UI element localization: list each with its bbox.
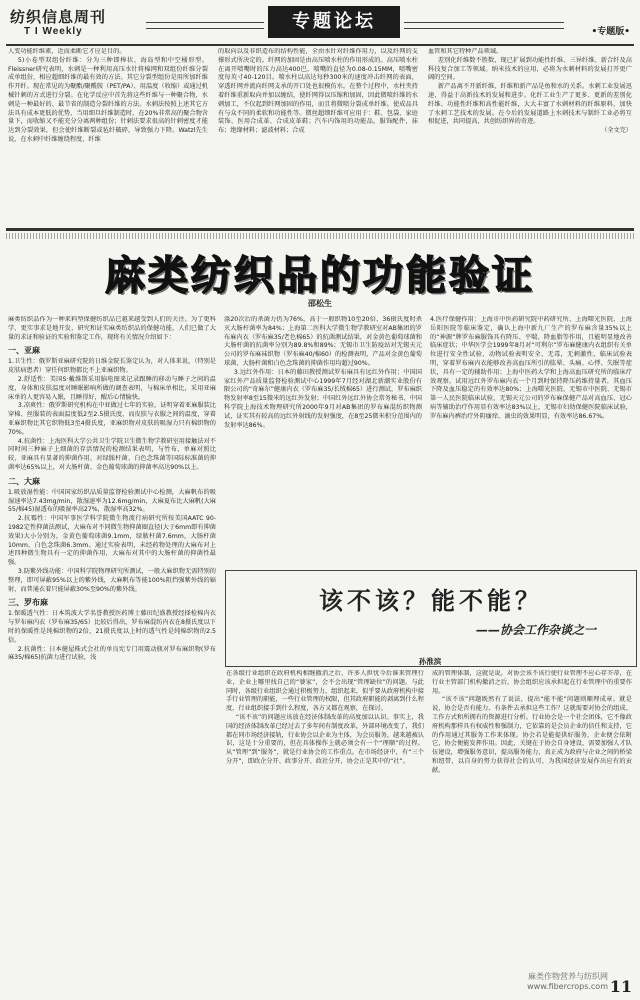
watermark bbox=[527, 972, 608, 992]
article2-byline: 孙淮滨 bbox=[418, 657, 442, 666]
header-rule-right-2 bbox=[404, 28, 564, 29]
article-byline: 邵松生 bbox=[308, 299, 332, 308]
article-column-1 bbox=[8, 316, 216, 996]
section-heading: 二、大麻 bbox=[8, 476, 40, 486]
watermark-cn: 麻类作物营养与纺织网 bbox=[528, 972, 608, 981]
article-paragraph: 2.抗霉性：中国军事医学科学院微生物流行病研究所按美国AATC 90-1982定性抑菌法测试，大麻布对不同微生物抑菌圈直径(大于6mm即有抑菌效果)大小分别为，金黄色葡萄球菌9.1mm，绿脓杆菌7.6mm，大肠杆菌10mm，白色念珠菌6.3mm。通过实验表明，未经药物处理的大麻布对上述四种微生物具有一定的抑菌作用，大麻布对其中的大肠杆菌的抑菌性最强。 bbox=[8, 515, 216, 567]
article2-paragraph: “该不该”的问题应该放在经济体制改革的高度加以认识。事实上，我国的经济体制改革已经过去了多年间有制度改革，外部环境改变了，我们都在同市场经济接轨，行业协会以企业为主体，为会员服务，越来越被认识，这是十分重要的，但在具体操作上就必须会有一个“理顺”的过程。从“管理”到“服务”，就是行业协会的工作重点。在市场经济中，有“三个分开”，即政企分开、政事分开、政社分开，协会正是其中的“社”。 bbox=[226, 713, 424, 765]
article-paragraph: 1.卫生性：俄罗斯亚麻研究院的日维金院长鉴定认为，对人体来说，（特别是皮肤病患者）穿任何织物都比不上亚麻织物。 bbox=[8, 358, 216, 375]
article-paragraph: 涤20次后的杀菌力仍为76%，高于一般织物10至20倍，36摄氏度时杀灭大肠杆菌率为84%；上海第二医科大学微生物学教研室对AB集团的罗布麻内衣（罗布麻35/老色棉65）的抗菌测试结果，对金黄色葡萄球菌和大肠杆菌的抗菌率分别为89.8%和89%；无锡市卫生防疫站对无锡天元公司的罗布麻袜织物（罗布麻40/棉60）的检测表明，产品对金黄色葡萄球菌、大肠杆菌和白色念珠菌的抑菌作用均超过90%。 bbox=[224, 316, 422, 367]
page-number: 11 bbox=[609, 977, 632, 996]
header-rule-right bbox=[404, 22, 564, 23]
top-paragraph: 人变功能纤维素，近而柔断它才应是目的。 bbox=[8, 48, 126, 55]
section-heading: 一、亚麻 bbox=[8, 346, 40, 356]
top-column-3 bbox=[428, 48, 632, 224]
article2-paragraph: “该不该”问题既然有了说法，提出“能不能”问题则顺理成章。就是说，协会是否有能力、有条件去承担这些工作？这就需要对协会的组成、工作方式和所拥有的资源进行分析。行业协会是一个社会团体，它不像政府机构那样具有权威性和强制力，它依靠的是会员企业的信任和支持，它的作用通过其服务工作来体现。协会若是能提供好服务，企业便会依附它，协会便能发挥作用。因此，关键在于协会自身建设，需要加强人才队伍建设，增强服务意识，提高服务能力，真正成为政府与企业之间的桥梁和纽带，以自身的努力获得社会的认可，为我国经济发展作出应有的贡献。 bbox=[432, 696, 632, 774]
article-paragraph: 2.舒适性：美国S·戴维斯采用脑电图来记录跟睡的移动与睡子之间的温度，身体和皮肤温度对睡眠影响所做的调查表明，与棉床单相比，采用亚麻床单的人更容易入眠，且睡得好，醒后心情愉快。 bbox=[8, 375, 216, 401]
top-column-2 bbox=[218, 48, 418, 224]
article-paragraph: 2.抗菌性：日本健屋株式会社的单良宪专门用震动瓶对罗布麻织物(罗布麻35/棉65)抗菌力进行试验，浅 bbox=[8, 645, 216, 662]
article-title: 麻类纺织品的功能验证 bbox=[105, 253, 535, 299]
article-paragraph: 3.凉爽性：俄罗斯研究机构在中亚做过七年的实验，证明穿着亚麻服装比穿棉、丝服装的表面温度低2至2.5摄氏度，而皮肤与衣服之间的温度，穿着亚麻织物比其它织物低3至4摄氏度，亚麻织物对皮肤的吸湿力只有棉织物的70%。 bbox=[8, 402, 216, 436]
publication-logo: 纺织信息周刊 bbox=[10, 8, 107, 26]
end-marker: （全文完） bbox=[601, 127, 632, 135]
article2-paragraph: 在各级行业组织在政府机构相继撤消之后，许多人担忧今后谁来管理行业，企业上哪里找自己的“婆家”，会不会出现“管理缺位”的问题。与此同时，各级行业组织会通过积极努力，组织起来，似乎要从政府机构中接手行业管理的职能，一些行业管理的权限，但其政府职能的剥离到什么程度，行业组织接手到什么程度，各方又都在观察，在探讨。 bbox=[226, 670, 424, 713]
masthead bbox=[6, 4, 634, 46]
top-column-1 bbox=[8, 48, 208, 224]
article-paragraph: 1.吸放湿性能：中国国家纺织品质量监督检验测试中心检测，大麻帆布的吸湿速率达7.43mg/min，散湿速率为12.6mg/min，大麻夏布比大麻帆(大麻55/棉45)湿透布的吸湿率高27%，散湿率高32%。 bbox=[8, 488, 216, 514]
top-paragraph: 的取向以及非织造布的结构性能，全由水针对纤维作用力，以及纤网的支撑形式所决定的。纤网的加固是由高压喷水柱的作用形成的。高压喷水柱在离开喷嘴时的压力高达400巴，喷嘴的直径为0.08-0.15MM，喷嘴密度每英寸40-120目。喷水柱以高达每秒300米的速度冲击纤网的表面，穿透纤网并流向纤网支承的开口处也很模仿水。在整个过程中，水柱夹持着纤维重新取向并加以缠结，使纤网得以压缩和加固，因此微喷纤维的水刺加工，不仅起到纤网加固的作用，而且将微喷分裂成单纤维。使成品具有与众不同的柔软和功能性等。微丝超细纤维可应用于：鞋、包袋、家庭装饰、医用合成革、合成皮革鞋；汽车内饰用的功能品，服饰配件，抹布；绝缘材料；滤波材料；合成 bbox=[218, 48, 418, 135]
article-paragraph: 4.医疗保健作用：上海市中医药研究院中药研究所、上海曙光医院、上海岳阳医院等临床鉴定，确认上海中新九厂生产的罗布麻含量35%以上的“神源”牌罗布麻服饰具有降压、平喘、降血脂等作用，且能明显地改善临床症状；中华医学会1999年8月对“可利尔”罗布麻健康内衣组织有关单位进行安全性试验、动物试验表明安全、无毒，无刺激性，临床试验表明，穿着罗布麻内衣能够改善高血压所引的肱晕、头痛、心悸、失眠等症状，具有一定的辅助作用；上海中医药大学和上海高血压研究所的临床疗效观察，试用远红外罗布麻内衣一个月到时保持降压药维持量者，其血压下降及血压稳定的有效率达80%；上海曙光医院、无锡市中医院、无锡市第一人民医院临床试验，无锡天元公司的罗布麻保健产品对高血压、冠心病等辅助治疗作用显有效率达83%以上，无锡市妇幼保健医院临床试验，罗布麻内裤治疗外阴瘙痒、滴虫的效果明显，有效率达86.67%。 bbox=[430, 316, 632, 420]
article2-title: 该不该？能不能？ bbox=[319, 587, 543, 615]
divider-texture bbox=[6, 233, 634, 239]
article2-subtitle: ——协会工作杂谈之一 bbox=[475, 623, 596, 637]
article-paragraph: 3.防紫外线功能：中国科学院物理研究所测试，一般大麻织物无需特别的整理，即可屏蔽95%以上的紫外线，大麻帆布等能100%阻挡强紫外线的辐射，而普通衣着只能屏蔽30%至90%的紫外线。 bbox=[8, 567, 216, 593]
article-paragraph: 4.抗菌性：上海医科大学公共卫生学院卫生微生物学教研室用接触法对不同时间三种麻子上细菌的存活情况的检测结果表明，与竹布、单麻对照比较，亚麻具有显著的抑菌作用，对绿脓杆菌、白色念珠菌等国际标准菌的抑菌率达65%以上，对大肠杆菌、金色葡萄球菌的抑菌率高达90%以上。 bbox=[8, 437, 216, 471]
article2-column-1 bbox=[226, 670, 424, 970]
header-rule-left bbox=[146, 22, 264, 23]
section-heading: 三、罗布麻 bbox=[8, 598, 48, 608]
article2-column-2 bbox=[432, 670, 632, 970]
article-column-2 bbox=[224, 316, 422, 566]
top-paragraph: 5)小卷型双组份纤维：分为三种即棒状、海岛型和中空桶形型。Fleissner研究表明，水刺是一种利用高压水针将棉网和双组份纤维分裂成单组份，相应超细纤维的最有效的方法。其它分裂型组份是用所加纤维作开纤。现在常见的为聚酯/聚酰胺（PET/PA）、用温度（收缩）或通过机械针刺的方式进行分裂。在化学反应中首先将这些纤维与一种聚合物，水刺是一种最好的、最节省的制造分裂纤维的方法。水刺法按照上述其它方法具有成本更低的优势，当用细旦纤维制造时，在20%非常高的聚合物含量下，而收缩又不能充分分离两种组份；针刺法要求很高的针刺密度才能达到分裂效果，但会使纤维断裂或毡纤破碎，导致强力下降。Watzl先生说，在水刺中纤维缠绕程度，纤维 bbox=[8, 56, 208, 143]
article-column-3 bbox=[430, 316, 632, 566]
article-paragraph: 麻类纺织品作为一种来料型保健纺织品已越来越受到人们的关注。为了更科学、更实事求是地开发、研究和证实麻类纺织品的保健功能，人们已做了大量的求证和验证的实验和鉴定工作，现将有关情况介绍如下： bbox=[8, 316, 216, 341]
top-paragraph: 新产品离不开新纤维，纤维和新产品是鱼和水的关系。水刺工业发展迅速，得益于高新技术的发展和进步。化纤工业生产了更多、更新的差别化纤维、功能性纤维和高性能纤维，大大丰富了水刺材料的纤维原料，加快了水刺工艺技术的发展。在今后的发展道路上水刺技术与制纤工业必将互相促进，共同提高，共创纺织界的奇迹。 bbox=[428, 83, 632, 126]
top-paragraph: 血管和其它特种产品领域。 bbox=[428, 48, 503, 55]
header-rule-left-2 bbox=[146, 28, 264, 29]
top-paragraph: 差别化纤维数不胜数，现已扩展到功能性纤维、三异纤维、新合纤及高科技复合加工等领域。纳米技术的应用，必将为水刺材料的发展打开更广阔的空间。 bbox=[428, 56, 632, 82]
watermark-url: www.fibercrops.com bbox=[527, 982, 608, 991]
article2-paragraph: 成的管理体制，这就是说，对协会该不该行使行业管理不应心存芥蒂，在行业主管部门机构撤消之后，协会组织应该承担起在行业管理中的重要作用。 bbox=[432, 670, 632, 695]
article-paragraph: 1.保暖透气性：日本筑波大学名誉教授医药博士藤田纪盛教授经择检棉内衣与罗布麻内衣（罗布麻35/65）比较后得出，罗布麻混纺内衣在8摄氏度以下时的保暖性是纯棉织物的2倍，21摄氏度以上时的透气性是纯棉织物的2.5倍。 bbox=[8, 610, 216, 644]
section-divider bbox=[6, 228, 634, 231]
article2-title-box bbox=[225, 570, 637, 667]
edition-label: •专题版• bbox=[591, 27, 630, 37]
article-paragraph: 3.远红外作用：日本的藤田教授测试罗布麻具有远红外作用；中国国家红外产品质量监督检验测试中心1999年7月经对湖北新潮实业股份有限公司的“奇麻尔”健康内衣（罗布麻35/长绒棉65）进行测试，罗布麻织物发射率8至15微米的远红外发射；中国红外远红外协会常务秘书、中国科学院上海技术物理研究所2000年9月对AB集团的罗布麻混纺织物测试，证实其有较高的远红外射线的发射强度，在8至25微米积分范围内的发射率达86%。 bbox=[224, 368, 422, 429]
section-banner: 专题论坛 bbox=[268, 6, 400, 38]
publication-logo-sub: T I Weekly bbox=[24, 26, 83, 37]
